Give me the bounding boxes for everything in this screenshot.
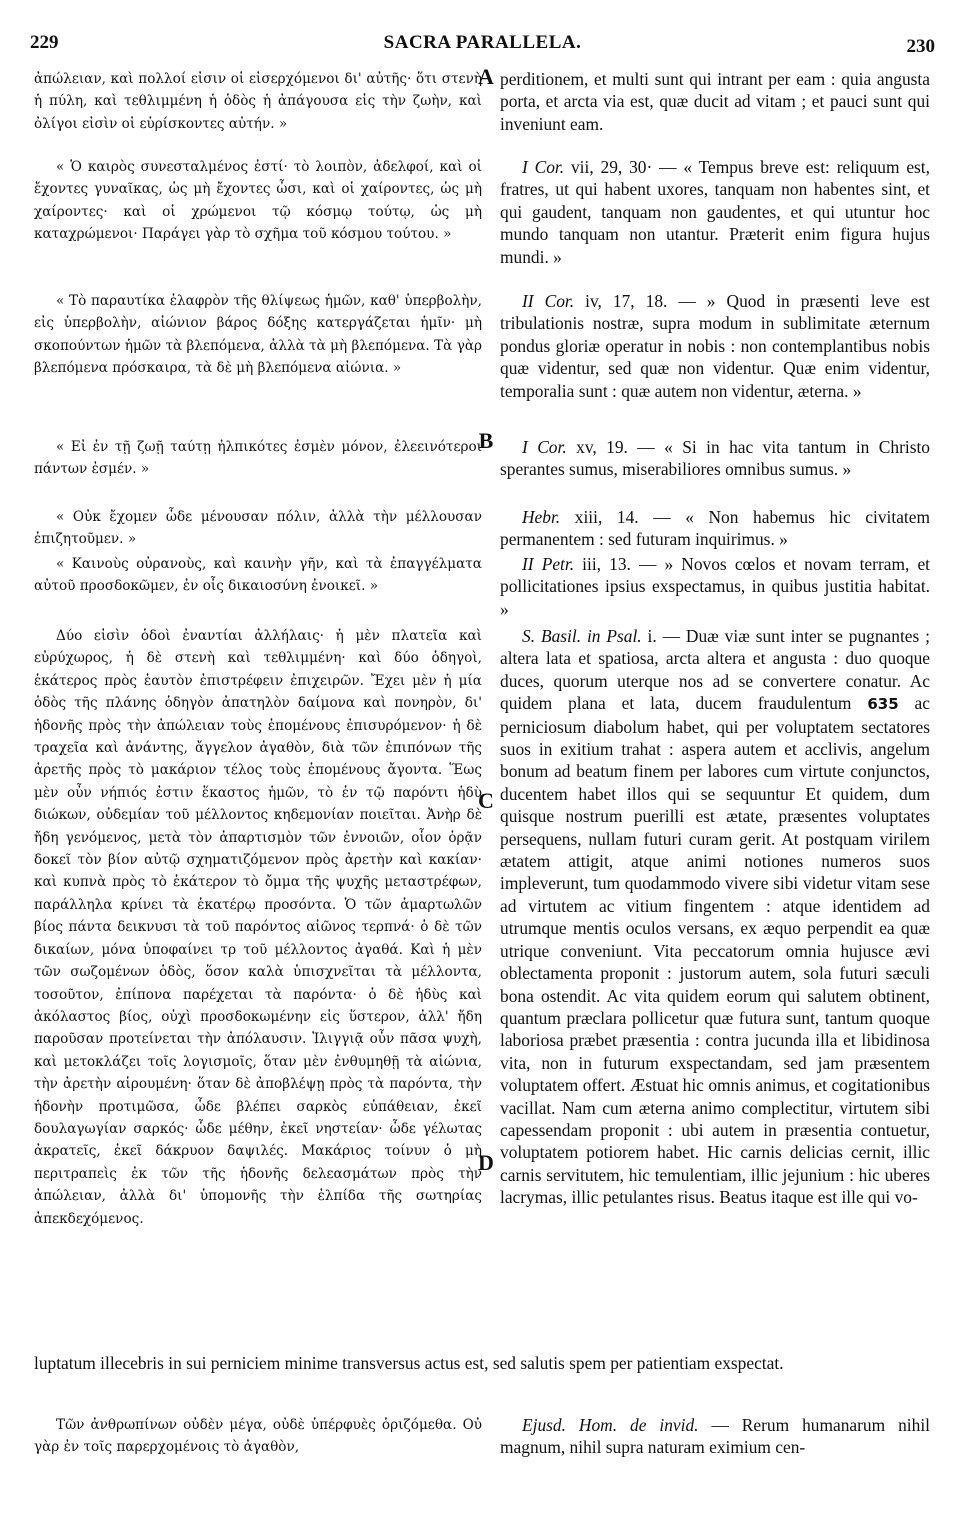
page-number-left: 229: [30, 32, 59, 53]
latin-text: vii, 29, 30· — « Tempus breve est: reliquum est, fratres, ut qui habent uxores, tanquam non habentes sint, et qui gaudent, tanquam non gaudentes, et qui utuntur hoc mundo tanquam non utantur. Præterit enim figura hujus mundi. »: [500, 157, 930, 267]
greek-block-3: [34, 290, 482, 380]
latin-paragraph: [500, 290, 930, 402]
greek-block-bottom: [34, 1414, 482, 1459]
greek-paragraph: « Τὸ παραυτίκα ἐλαφρὸν τῆς θλίψεως ἡμῶν, καθ' ὑπερβολὴν, εἰς ὑπερβολὴν, αἰώνιον βάρος δόξης κατεργάζεται ἡμῖν· μὴ σκοπούντων ἡμῶν τὰ βλεπόμενα, ἀλλὰ τὰ μὴ βλεπόμενα. Τὰ γὰρ βλεπόμενα πρόσκαιρα, τὰ δὲ μὴ βλεπόμενα αἰώνια. »: [34, 293, 482, 377]
spanning-paragraph: luptatum illecebris in sui perniciem minime transversus actus est, sed salutis spem per patientiam exspectat.: [34, 1353, 784, 1373]
latin-paragraph: [500, 625, 930, 1209]
latin-text: iii, 13. — » Novos cœlos et novam terram, et pollicitationes ipsius exspectamus, in quibus justitia habitat. »: [500, 554, 930, 619]
latin-block-4: [500, 436, 930, 481]
greek-paragraph: « Καινοὺς οὐρανοὺς, καὶ καινὴν γῆν, καὶ τὰ ἐπαγγέλματα αὐτοῦ προσδοκῶμεν, ἐν οἷς δικαιοσύνη ἐνοικεῖ. »: [34, 556, 482, 595]
page-header: [30, 28, 935, 58]
greek-block-6: [34, 553, 482, 598]
section-marker-d: D: [478, 1150, 494, 1175]
greek-paragraph: « Εἰ ἐν τῇ ζωῇ ταύτῃ ἠλπικότες ἐσμὲν μόνον, ἐλεεινότεροι πάντων ἐσμέν. »: [34, 439, 482, 478]
spanning-text: [34, 1352, 930, 1374]
section-marker-c: C: [478, 788, 494, 813]
column-number: 635: [867, 695, 899, 714]
running-title: SACRA PARALLELA.: [383, 32, 582, 53]
latin-paragraph: [500, 553, 930, 620]
latin-text: Duæ viæ sunt inter se pugnantes ; altera lata et spatiosa, arcta altera et angusta : duo quoque duces, quorum uterque nos ad se convertere conatur. Ac quidem plana et lata, ducem fraudulentum: [500, 626, 930, 714]
page-number-right: 230: [906, 36, 935, 57]
latin-text: xiii, 14. — « Non habemus hic civitatem permanentem : sed futuram inquirimus. »: [500, 507, 930, 550]
greek-block-7: [34, 625, 482, 1230]
latin-block-bottom: [500, 1414, 930, 1459]
latin-ref: S. Basil. in Psal.: [522, 626, 642, 646]
greek-paragraph: Τῶν ἀνθρωπίνων οὐδὲν μέγα, οὐδὲ ὑπέρφυὲς ὁριζόμεθα. Οὐ γὰρ ἐν τοῖς παρερχομένοις τὸ ἀγαθὸν,: [34, 1417, 482, 1456]
latin-ref-number: i. —: [641, 626, 686, 646]
greek-paragraph: « Οὐκ ἔχομεν ὧδε μένουσαν πόλιν, ἀλλὰ τὴν μέλλουσαν ἐπιζητοῦμεν. »: [34, 509, 482, 548]
latin-ref: Hebr.: [522, 507, 561, 527]
latin-ref: II Petr.: [522, 554, 575, 574]
greek-block-2: [34, 156, 482, 246]
latin-ref: I Cor.: [522, 157, 565, 177]
section-marker-a: A: [478, 64, 494, 89]
greek-paragraph: ἀπώλειαν, καὶ πολλοί εἰσιν οἱ εἰσερχόμενοι δι' αὐτῆς· ὅτι στενὴ ἡ πύλη, καὶ τεθλιμμένη ἡ ὁδὸς ἡ ἀπάγουσα εἰς τὴν ζωὴν, καὶ ὀλίγοι εἰσὶν οἱ εὑρίσκοντες αὐτήν. »: [34, 71, 482, 132]
latin-text: iv, 17, 18. — » Quod in præsenti leve est tribulationis nostræ, supra modum in sublimitate æternum pondus gloriæ operatur in nobis : non contemplantibus nobis quæ videntur, sed quæ non videntur. Quæ enim videntur, temporalia sunt : quæ autem non videntur, æterna. »: [500, 291, 930, 401]
latin-text: perditionem, et multi sunt qui intrant per eam : quia angusta porta, et arcta via est, quæ ducit ad vitam ; et pauci sunt qui inveniunt eam.: [500, 69, 930, 134]
latin-text: ac perniciosum diabolum habet, qui per voluptatem sectatores suos in exitium trahat : aspera autem et acclivis, angelum bonum ad beatum finem per labores cum virtute conjunctos, ducentem habet illos qui se sequuntur Et quidem, dum quisque nostrum puerilli est ætate, præsentes voluptates persequens, nullam futuri curam gerit. At postquam virilem ætatem attigit, atque animi notiones numeros suos impleverunt, tum quodammodo vivere sibi videtur vitam sese ad virtutem ac vitium fingentem : atque identidem ad utrumque mentis oculos versans, ex æquo perpendit ea quæ utrique conveniunt. Vita peccatorum omnia hujusce ævi oblectamenta proponit : justorum autem, sola futuri sæculi bona ostendit. Ac vita quidem eorum qui salutem obtinent, quantum præclara pollicetur quæ futura sunt, tantum quoque laboriosa præbet præsentia : contra jucunda illa et libidinosa vita, non in futurum exspectandam, sed jam præsentem voluptatem offert. Æstuat hic omnis animus, et cogitationibus vacillat. Nam cum æterna animo complectitur, virtutem sibi capessendam proponit : ubi autem in præsentia contuetur, voluptatem potiorem habet. Hic carnis delicias cernit, illic carnis servitutem, hic temulentiam, illic jejunium : hic uberes lacrymas, illic petulantes risus. Beatus itaque est ille qui vo-: [500, 693, 930, 1208]
latin-ref: II Cor.: [522, 291, 575, 311]
latin-block-2: [500, 156, 930, 268]
latin-text: — Rerum humanarum nihil magnum, nihil supra naturam eximium cen-: [500, 1415, 930, 1458]
greek-paragraph: Δύο εἰσὶν ὁδοὶ ἐναντίαι ἀλλήλαις· ἡ μὲν πλατεῖα καὶ εὐρύχωρος, ἡ δὲ στενὴ καὶ τεθλιμμένη· καὶ δύο ὁδηγοὶ, ἑκάτερος πρὸς ἑαυτὸν ἐπιστρέφειν ἐπιχειρῶν. Ἔχει μὲν ἡ μία ὁδὸς τῆς πλάνης ὁδηγὸν ἀπατηλὸν δαίμονα καὶ πονηρὸν, δι' ἡδονῆς πρὸς τὴν ἀπώλειαν τοὺς ἑπομένους ἐπισυρόμενον· ἡ δὲ τραχεῖα καὶ ἀνάντης, ἄγγελον ἀγαθὸν, διὰ τῶν ἐπιπόνων τῆς ἀρετῆς πρὸς τὸ μακάριον τέλος τοὺς ἑπομένους ἄγοντα. Ἕως μὲν οὖν νήπιός ἐστιν ἕκαστος ἡμῶν, τὸ ἐν τῷ παρόντι ἡδὺ διώκων, οὐδεμίαν τοῦ μέλλοντος κηδεμονίαν ποιεῖται. Ἀνὴρ δὲ ἤδη γενόμενος, μετὰ τὸν ἀπαρτισμὸν τῶν ἐννοιῶν, οἷον ὁρᾷν δοκεῖ τὸν βίον αὐτῷ σχηματιζόμενον πρὸς ἀρετὴν καὶ κακίαν· καὶ κυπνὰ πρὸς τὸ ἑκάτερον τὸ ὄμμα τῆς ψυχῆς μεταστρέφων, παράλληλα κρίνει τὰ ἑκατέρῳ προσόντα. Ὁ τῶν ἁμαρτωλῶν βίος πάντα δεικνυσι τὰ τοῦ παρόντος αἰῶνος τερπνά· ὁ δὲ τῶν δικαίων, μόνα ὑποφαίνει τρ τοῦ μέλλοντος ἀγαθά. Καὶ ἡ μὲν τῶν σωζομένων ὁδὸς, ὅσον καλὰ ὑπισχνεῖται τὰ μέλλοντα, τοσοῦτον, ἐπίπονα παρέχεται τὰ παρόντα· ὁ δὲ ἡδὺς καὶ ἀκόλαστος βίος, οὐχὶ προσδοκωμένην εἰς ὕστερον, ἀλλ' ἤδη παροῦσαν προτείνεται τὴν ἀπόλαυσιν. Ἰλιγγιᾷ οὖν πᾶσα ψυχὴ, καὶ μετοκλάζει τοῖς λογισμοῖς, ὅταν μὲν ἐνθυμηθῇ τὰ αἰώνια, τὴν ἀρετὴν αἱρουμένη· ὅταν δὲ ἀποβλέψῃ πρὸς τὰ παρόντα, τὴν ἡδονὴν προτιμῶσα, ὧδε βλέπει σαρκὸς εὐπάθειαν, ἐκεῖ δουλαγωγίαν σαρκός· ὧδε μέθην, ἐκεῖ νηστείαν· ὧδε γέλωτας ἀκρατεῖς, ἐκεῖ δάκρυον δαψιλές. Μακάριος τοίνυν ὁ μὴ περιτραπεὶς ἐκ τῶν τῆς ἡδονῆς δελεασμάτων πρὸς τὴν ἀπώλειαν, ἀλλὰ δι' ὑπομονῆς τὴν ἐλπίδα τῆς σωτηρίας ἀπεκδεχόμενος.: [34, 628, 482, 1227]
latin-paragraph: [500, 156, 930, 268]
latin-block-6: [500, 553, 930, 620]
greek-block-5: [34, 506, 482, 551]
latin-paragraph: [500, 68, 930, 135]
latin-block-1: [500, 68, 930, 135]
latin-block-3: [500, 290, 930, 402]
greek-block-1: [34, 68, 482, 135]
latin-paragraph: [500, 1414, 930, 1459]
latin-paragraph: [500, 506, 930, 551]
latin-text: xv, 19. — « Si in hac vita tantum in Christo sperantes sumus, miserabiliores omnibus sumus. »: [500, 437, 930, 480]
latin-block-5: [500, 506, 930, 551]
latin-paragraph: [500, 436, 930, 481]
greek-block-4: [34, 436, 482, 481]
section-marker-b: B: [478, 428, 494, 453]
latin-block-basil: [500, 625, 930, 1209]
latin-ref: Ejusd. Hom. de invid.: [522, 1415, 699, 1435]
greek-paragraph: « Ὁ καιρὸς συνεσταλμένος ἐστί· τὸ λοιπὸν, ἀδελφοί, καὶ οἱ ἔχοντες γυναῖκας, ὡς μὴ ἔχοντες ὦσι, καὶ οἱ χαίροντες, ὡς μὴ χαίροντες· καὶ οἱ χρώμενοι τῷ κόσμῳ τούτῳ, ὡς μὴ καταχρώμενοι· Παράγει γὰρ τὸ σχῆμα τοῦ κόσμου τούτου. »: [34, 159, 482, 243]
latin-ref: I Cor.: [522, 437, 567, 457]
